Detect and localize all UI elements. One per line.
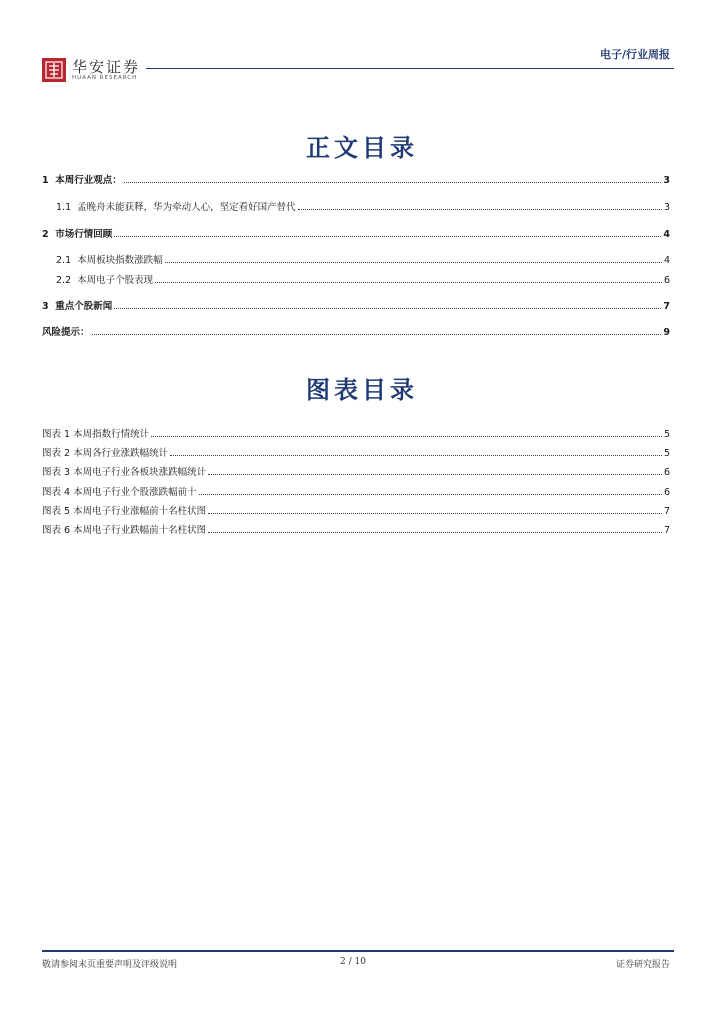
toc-entry-label: 市场行情回顾 xyxy=(55,229,113,240)
toc-entry[interactable] xyxy=(42,272,670,286)
figure-entry-label: 图表 1 本周指数行情统计 xyxy=(42,429,150,440)
toc-entry-page: 9 xyxy=(663,327,670,338)
logo-chinese-name: 华安证券 xyxy=(72,58,141,76)
toc-entry-page: 4 xyxy=(663,255,670,266)
figure-entry[interactable] xyxy=(42,445,670,459)
leader-dots xyxy=(199,494,662,495)
toc-entry[interactable] xyxy=(42,252,670,266)
leader-dots xyxy=(124,182,662,183)
toc-entry[interactable] xyxy=(42,172,670,186)
toc-entry-label: 本周电子个股表现 xyxy=(77,275,154,286)
toc-entry-label: 风险提示： xyxy=(42,327,90,338)
figure-entry-page: 7 xyxy=(663,525,670,536)
report-category: 电子/行业周报 xyxy=(599,48,670,61)
leader-dots xyxy=(208,532,662,533)
figure-entry-page: 6 xyxy=(663,467,670,478)
leader-dots xyxy=(165,262,662,263)
figure-entry-label: 图表 3 本周电子行业各板块涨跌幅统计 xyxy=(42,467,207,478)
toc-entry-number: 1.1 xyxy=(56,202,72,213)
figure-entry[interactable] xyxy=(42,464,670,478)
toc-entry-page: 3 xyxy=(663,175,670,186)
figure-entry-page: 6 xyxy=(663,487,670,498)
header-divider xyxy=(146,68,674,69)
page-header xyxy=(42,44,674,86)
figure-entry[interactable] xyxy=(42,522,670,536)
toc-entry-number: 3 xyxy=(42,301,49,312)
leader-dots xyxy=(208,474,662,475)
leader-dots xyxy=(114,236,661,237)
footer-disclaimer: 敬请参阅末页重要声明及评级说明 xyxy=(42,960,178,970)
figure-entry-label: 图表 5 本周电子行业涨幅前十名柱状图 xyxy=(42,506,207,517)
logo-english-name: HUAAN RESEARCH xyxy=(72,75,138,81)
toc-entry-page: 6 xyxy=(663,275,670,286)
leader-dots xyxy=(151,436,662,437)
leader-dots xyxy=(298,209,662,210)
footer-report-type: 证券研究报告 xyxy=(615,960,670,970)
toc-entry-number: 2.2 xyxy=(56,275,72,286)
figure-entry-label: 图表 2 本周各行业涨跌幅统计 xyxy=(42,448,169,459)
toc-title: 正文目录 xyxy=(306,133,418,162)
figure-entry[interactable] xyxy=(42,503,670,517)
toc-entry-number: 2 xyxy=(42,229,49,240)
leader-dots xyxy=(208,513,662,514)
toc-entry[interactable] xyxy=(42,199,670,213)
leader-dots xyxy=(114,308,661,309)
figure-entry-label: 图表 4 本周电子行业个股涨跌幅前十 xyxy=(42,487,197,498)
figure-entry[interactable] xyxy=(42,484,670,498)
huaan-logo-icon xyxy=(42,58,66,82)
figure-entry-page: 5 xyxy=(663,448,670,459)
figure-entry-page: 7 xyxy=(663,506,670,517)
figures-title: 图表目录 xyxy=(306,375,418,404)
leader-dots xyxy=(155,282,662,283)
toc-entry-page: 4 xyxy=(663,229,670,240)
toc-entry-label: 重点个股新闻 xyxy=(55,301,113,312)
figure-entry[interactable] xyxy=(42,426,670,440)
toc-entry-label: 孟晚舟未能获释，华为牵动人心，坚定看好国产替代 xyxy=(77,202,296,213)
footer-divider xyxy=(42,950,674,952)
leader-dots xyxy=(92,334,662,335)
toc-entry-number: 2.1 xyxy=(56,255,72,266)
figure-entry-label: 图表 6 本周电子行业跌幅前十名柱状图 xyxy=(42,525,207,536)
toc-entry-page: 3 xyxy=(663,202,670,213)
toc-entry[interactable] xyxy=(42,226,670,240)
page-indicator: 2 / 10 xyxy=(340,957,366,967)
toc-entry-label: 本周行业观点： xyxy=(55,175,122,186)
toc-entry-label: 本周板块指数涨跌幅 xyxy=(77,255,163,266)
toc-entry[interactable] xyxy=(42,324,670,338)
leader-dots xyxy=(170,455,662,456)
toc-entry-page: 7 xyxy=(663,301,670,312)
toc-entry[interactable] xyxy=(42,298,670,312)
figure-entry-page: 5 xyxy=(663,429,670,440)
toc-entry-number: 1 xyxy=(42,175,49,186)
